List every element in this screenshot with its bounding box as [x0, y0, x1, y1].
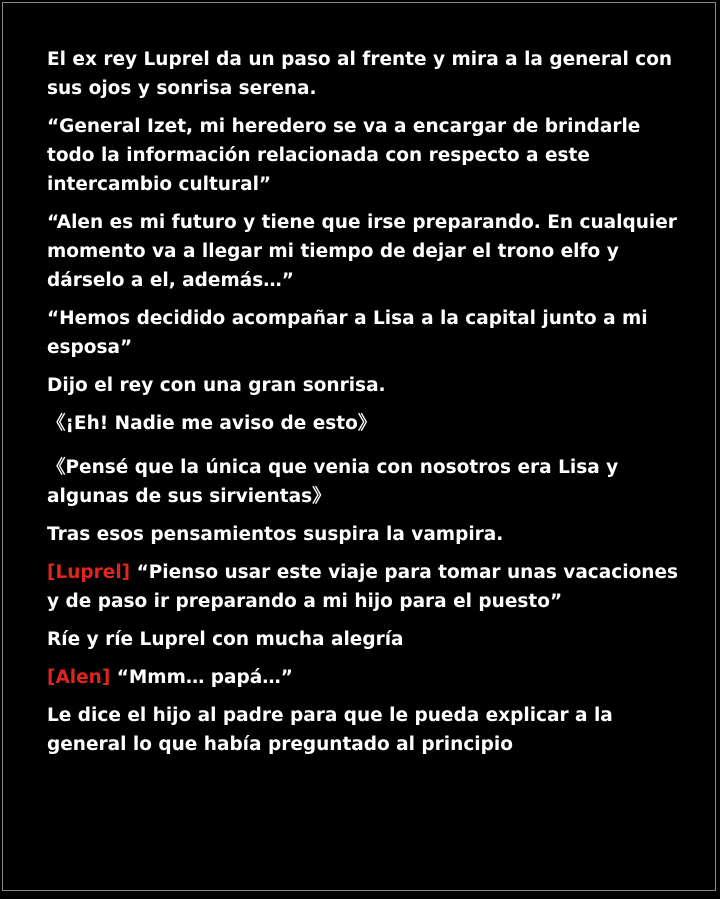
page-frame: [2, 2, 716, 891]
speaker-tag: [Alen]: [47, 667, 111, 688]
narration-paragraph: Dijo el rey con una gran sonrisa.: [47, 375, 386, 396]
thought-paragraph: 《Pensé que la única que venia con nosotros era Lisa y algunas de sus sirvientas》: [47, 457, 619, 507]
dialogue-text: “Mmm… papá…”: [110, 667, 293, 688]
dialogue-paragraph: “Hemos decidido acompañar a Lisa a la capital junto a mi esposa”: [47, 308, 648, 358]
narration-paragraph: Tras esos pensamientos suspira la vampira.: [47, 524, 504, 545]
dialogue-paragraph: “Alen es mi futuro y tiene que irse preparando. En cualquier momento va a llegar mi tiempo de dejar el trono elfo y dárselo a el, además…”: [47, 212, 677, 291]
dialogue-text: “Pienso usar este viaje para tomar unas vacaciones y de paso ir preparando a mi hijo para el puesto”: [47, 562, 679, 612]
dialogue-paragraph: [47, 663, 687, 692]
dialogue-paragraph: “General Izet, mi heredero se va a encargar de brindarle todo la información relacionada con respecto a este intercambio cultural”: [47, 116, 641, 195]
thought-paragraph: 《¡Eh! Nadie me aviso de esto》: [47, 413, 377, 434]
speaker-tag: [Luprel]: [47, 562, 131, 583]
story-text: [47, 45, 687, 768]
narration-paragraph: Le dice el hijo al padre para que le pueda explicar a la general lo que había preguntado al principio: [47, 705, 613, 755]
narration-paragraph: Ríe y ríe Luprel con mucha alegría: [47, 629, 404, 650]
dialogue-paragraph: [47, 558, 687, 616]
narration-paragraph: El ex rey Luprel da un paso al frente y mira a la general con sus ojos y sonrisa serena.: [47, 49, 673, 99]
